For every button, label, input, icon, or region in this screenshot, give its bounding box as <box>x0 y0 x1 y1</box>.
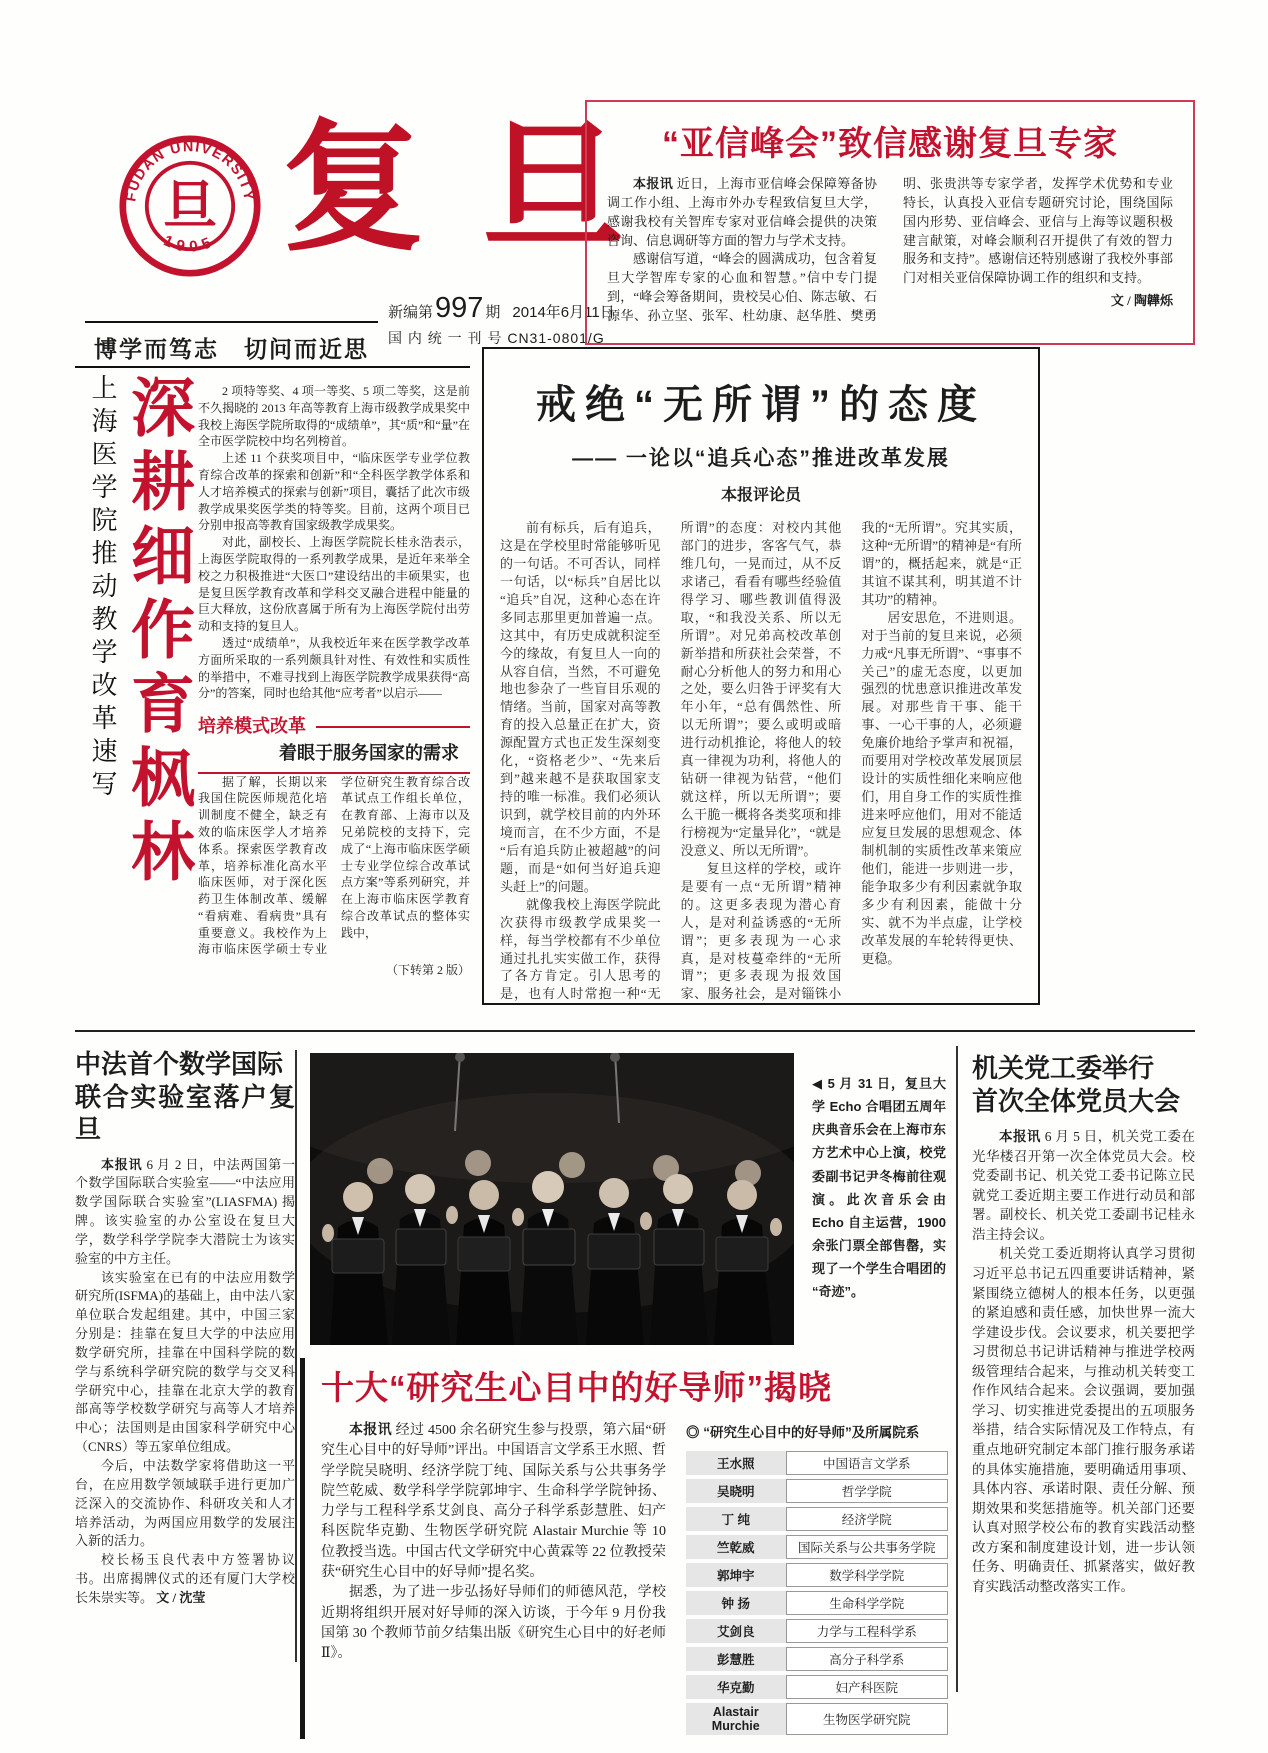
seal-glyph: 旦 <box>163 176 217 237</box>
article-party-committee <box>972 1052 1195 1597</box>
mentor-name: 华克勤 <box>686 1675 786 1699</box>
mentor-name: 竺乾威 <box>686 1535 786 1559</box>
article-medical-reform <box>198 383 470 979</box>
table-row <box>686 1647 948 1671</box>
continuation-note: （下转第 2 版） <box>385 963 470 978</box>
table-row <box>686 1507 948 1531</box>
issue-date: 2014年6月11日 <box>512 304 615 321</box>
photo-caption: ◀ 5 月 31 日，复旦大学 Echo 合唱团五周年庆典音乐会在上海市东方艺术中心上演，校党委副书记尹冬梅前往观演。此次音乐会由 Echo 自主运营，1900 余张门票全部售罄，实现了一个学生合唱团的“奇迹”。 <box>812 1076 946 1300</box>
section-divider <box>75 1030 1195 1032</box>
motto-top-rule <box>85 321 378 323</box>
vertical-divider <box>295 1050 297 1662</box>
paragraph: 机关党工委近期将认真学习贯彻习近平总书记五四重要讲话精神，紧紧围绕立德树人的根本任务，以更强的紧迫感和责任感，加快世界一流大学建设步伐。会议要求，机关要把学习贯彻总书记讲话精神与推进学校两级管理结合起来，与推动机关转变工作作风结合起来。会议强调，要加强学习、切实推进党委提出的五项服务举措，结合实际情况及工作特点，有重点地研究制定本部门推行服务承诺的具体实施措施，要明确适用事项、具体内容、承诺时限、责任分解、预期效果和奖惩措施等。机关部门还要认真对照学校公布的教育实践活动整改方案和制度建设计划，进一步认领任务、明确责任、抓紧落实，做好教育实践活动整改落实工作。 <box>972 1246 1195 1594</box>
paragraph: 该实验室在已有的中法应用数学研究所(ISFMA)的基础上，由中法八家单位联合发起组建。其中，中国三家分别是：挂靠在复旦大学的中法应用数学研究所，挂靠在中国科学院的数学与系统科学研究院的数学与交叉科学研究中心，挂靠在北京大学的教育部高等学校数学研究与高等人才培养中心；法国则是由国家科学研究中心（CNRS）等五家单位组成。 <box>75 1269 295 1455</box>
table-title: ◎ “研究生心目中的好导师”及所属院系 <box>686 1425 920 1440</box>
paragraph: 就像我校上海医学院此次获得市级教学成果奖一样，每当学校都有不少单位通过扎扎实实做工作，获得了各方肯定。引人思考的是，也有人时常抱一种“无所谓”的态度：对校内其他部门的进步，客客气气，恭维几句，一晃而过，从不反求诸己，看看有哪些经验值得学习、哪些教训值得汲取，“和我没关系、所以无所谓”。对兄弟高校改革创新举措和所获社会荣誉，不耐心分析他人的努力和用心之处，要么归咎于评奖有大年小年，“总有偶然性、所以无所谓”；要么或明或暗进行动机推论，将他人的较真一律视为功利，将他人的钻研一律视为钻营，“他们就这样，所以无所谓”；要么干脆一概将各类奖项和排行榜视为“定量异化”，“就是没意义、所以无所谓”。 <box>500 520 842 1002</box>
paragraph: 复旦这样的学校，或许是要有一点“无所谓”精神的。这更多表现为潜心育人，是对利益诱惑的“无所谓”；更多表现为一心求真，是对枝蔓牵绊的“无所谓”；更多表现为报效国家、服务社会，是对锱铢小我的“无所谓”。究其实质，这种“无所谓”的精神是“有所谓”的，概括起来，就是“正其谊不谋其利，明其道不计其功”的精神。 <box>680 520 1022 1002</box>
mentor-name: 吴晓明 <box>686 1479 786 1503</box>
paragraph: 居安思危，不进则退。对于当前的复旦来说，必须力戒“凡事无所谓”、“事事不关己”的虚无态度，以更加强烈的忧患意识推进改革发展。对那些肯干事、能干事、一心干事的人，必须避免廉价地给予掌声和祝福，而要用对学校改革发展顶层设计的实质性细化来响应他们，用自身工作的实质性推进来呼应他们，用对不能适应复旦发展的思想观念、体制机制的实质性改革来策应他们，能进一步则进一步，能争取多少有利因素就争取多少有利因素，能做十分实、就不为半点虚，让学校改革发展的车轮转得更快、更稳。 <box>861 609 1022 966</box>
paragraph: 2 项特等奖、4 项一等奖、5 项二等奖，这是前不久揭晓的 2013 年高等教育上海市级教学成果奖中我校上海医学院所取得的“成绩单”，其“质”和“量”在全市医学院校中均名列榜首。 <box>198 384 470 449</box>
paragraph: 感谢信写道，“峰会的圆满成功，包含着复旦大学智库专家的心血和智慧。”信中专门提到，“峰会筹备期间，贵校吴心伯、陈志敏、石源华、孙立坚、张军、杜幼康、赵华胜、樊勇明、张贵洪等专家学者，发挥学术优势和专业特长，认真投入亚信专题研究讨论，围绕国际国内形势、亚信峰会、亚信与上海等议题积极建言献策，对峰会顺利召开提供了有效的智力服务和支持”。感谢信还特别感谢了我校外事部门对相关亚信保障协调工作的组织和支持。 <box>607 176 1173 323</box>
article-byline: 文 / 陶韡烁 <box>1110 293 1173 309</box>
article-asia-summit <box>585 100 1195 345</box>
table-row <box>686 1591 948 1615</box>
paragraph: 本报讯 6 月 2 日，中法两国第一个数学国际联合实验室——“中法应用数学国际联合实验室”(LIASFMA) 揭牌。该实验室的办公室设在复旦大学，数学科学学院李大潜院士为该实验室的中方主任。 <box>75 1156 295 1266</box>
fudan-university-seal-icon <box>118 133 262 279</box>
issue-prefix: 新编第 <box>388 304 434 321</box>
article-body <box>321 1421 666 1739</box>
article-byline: 本报评论员 <box>720 487 801 504</box>
article-headline: 戒绝“无所谓”的态度 <box>536 383 986 427</box>
mentor-dept: 中国语言文学系 <box>786 1451 948 1475</box>
mentor-table <box>686 1447 948 1739</box>
mentor-dept: 经济学院 <box>786 1507 948 1531</box>
mentor-dept: 力学与工程科学系 <box>786 1619 948 1643</box>
section-label: 培养模式改革 <box>198 714 470 739</box>
vertical-headline: 深耕细作育枫林 <box>122 374 194 892</box>
mentor-name: 郭坤宇 <box>686 1563 786 1587</box>
paper-motto: 博学而笃志 切问而近思 <box>94 337 369 362</box>
mentor-dept: 数学科学学院 <box>786 1563 948 1587</box>
paper-title <box>282 110 624 268</box>
lead-label: 本报讯 <box>101 1156 143 1172</box>
article-headline: 中法首个数学国际 联合实验室落户复旦 <box>75 1049 295 1144</box>
lead-label: 本报讯 <box>633 176 674 191</box>
article-body <box>607 175 1173 326</box>
article-good-mentors <box>300 1358 948 1739</box>
vertical-divider <box>956 1046 958 1692</box>
paragraph: 据悉，为了进一步弘扬好导师们的师德风范，学校近期将组织开展对好导师的深入访谈，于今年 9 月份我国第 30 个教师节前夕结集出版《研究生心目中的好老师Ⅱ》。 <box>321 1585 666 1662</box>
table-row <box>686 1703 948 1735</box>
mentor-name: Alastair Murchie <box>686 1703 786 1735</box>
mentor-name: 艾剑良 <box>686 1619 786 1643</box>
article-subtitle: —— 一论以“追兵心态”推进改革发展 <box>572 447 950 470</box>
paragraph: 透过“成绩单”，从我校近年来在医学教学改革方面所采取的一系列颇具针对性、有效性和实质性的举措中，不难寻找到上海医学院教学成果获得“高分”的答案，同时也给其他“应考者”以启示—— <box>198 635 470 701</box>
mentor-dept: 妇产科医院 <box>786 1675 948 1699</box>
svg-text:FUDAN UNIVERSITY: FUDAN UNIVERSITY <box>123 139 257 203</box>
paragraph: 据了解，长期以来我国住院医师规范化培训制度不健全，缺乏有效的临床医学人才培养体系。探索医学教育改革，培养标准化高水平临床医师，对于深化医药卫生体制改革、缓解“看病难、看病贵”具有重要意义。我校作为上海市临床医学硕士专业学位研究生教育综合改革试点工作组长单位，在教育部、上海市以及兄弟院校的支持下，完成了“上海市临床医学硕士专业学位综合改革试点方案”等系列研究，并在上海市临床医学教育综合改革试点的整体实践中， <box>198 774 470 957</box>
mentor-dept: 哲学学院 <box>786 1479 948 1503</box>
paragraph: 上述 11 个获奖项目中，“临床医学专业学位教育综合改革的探索和创新”和“全科医学教学体系和人才培养模式的探索与创新”项目，囊括了此次市级教学成果奖医学类的特等奖。目前，这两个项目已分别申报高等教育国家级教学成果奖。 <box>198 451 470 533</box>
table-row <box>686 1563 948 1587</box>
issue-number: 997 <box>435 292 484 324</box>
paragraph: 校长杨玉良代表中方签署协议书。出席揭牌仪式的还有厦门大学校长朱崇实等。 文 / 沈莹 <box>75 1552 295 1605</box>
table-row <box>686 1675 948 1699</box>
serial-number: 国 内 统 一 刊 号 CN31-0801/G <box>388 330 605 346</box>
paragraph: 本报讯 近日，上海市亚信峰会保障筹备协调工作小组、上海市外办专程致信复旦大学，感谢我校有关智库专家对亚信峰会提供的决策咨询、信息调研等方面的智力与学术支持。 <box>607 176 877 248</box>
paper-title-char: 旦 <box>482 110 624 268</box>
table-row <box>686 1619 948 1643</box>
two-column-text <box>198 774 470 959</box>
section-subhead: 着眼于服务国家的需求 <box>198 741 470 773</box>
article-headline: 机关党工委举行 首次全体党员大会 <box>972 1053 1181 1116</box>
issue-suffix: 期 <box>485 304 501 321</box>
mentor-name: 彭慧胜 <box>686 1647 786 1671</box>
paragraph: 今后，中法数学家将借助这一平台，在应用数学领域联手进行更加广泛深入的交流协作、科研攻关和人才培养活动，为两国应用数学的发展注入新的活力。 <box>75 1458 295 1549</box>
mentor-name: 王水照 <box>686 1451 786 1475</box>
svg-text:1905: 1905 <box>160 232 220 256</box>
article-editorial <box>482 347 1040 1005</box>
vertical-kicker: 上海医学院推动教学改革速写 <box>88 374 117 803</box>
paragraph: 本报讯 经过 4500 余名研究生参与投票，第六届“研究生心目中的好导师”评出。中国语言文学系王水照、哲学学院吴晓明、经济学院丁纯、国际关系与公共事务学院竺乾威、数学科学学院郭坤宇、生命科学学院钟扬、力学与工程科学系艾剑良、高分子科学系彭慧胜、妇产科医院华克勤、生物医学研究院 Alastair Murchie 等 10 位教授当选。中国古代文学研究中心黄霖等 22 位教授荣获“研究生心目中的好导师”提名奖。 <box>321 1423 667 1581</box>
table-row <box>686 1451 948 1475</box>
paragraph: 本报讯 6 月 5 日，机关党工委在光华楼召开第一次全体党员大会。校党委副书记、机关党工委书记陈立民就党工委近期主要工作进行动员和部署。副校长、机关党工委副书记桂永浩主持会议。 <box>972 1129 1196 1242</box>
lead-label: 本报讯 <box>349 1423 392 1438</box>
paragraph: 对此，副校长、上海医学院院长桂永浩表示，上海医学院取得的一系列教学成果，是近年来举全校之力积极推进“大医口”建设结出的丰硕果实，也是复旦医学教育改革和学科交叉融合进程中能量的巨大释放，这份欣喜属于所有为上海医学院付出劳动和支持的复旦人。 <box>198 535 470 634</box>
article-headline: “亚信峰会”致信感谢复旦专家 <box>662 125 1118 163</box>
choir-photo-illustration <box>310 1053 794 1345</box>
table-row <box>686 1535 948 1559</box>
masthead-bottom-rule <box>75 366 470 368</box>
table-row <box>686 1479 948 1503</box>
paragraph: 前有标兵，后有追兵，这是在学校里时常能够听见的一句话。不可否认，同样一句话，以“标兵”自居比以“追兵”自况，这种心态在许多同志那里更加普遍一点。这其中，有历史成就积淀至今的缘故，有复旦人一向的从容自信，当然，不可避免地也参杂了一些盲目乐观的情绪。当前，国家对高等教育的投入总量正在扩大，资源配置方式也正发生深刻变化，“资格老少”、“先来后到”越来越不是获取国家支持的唯一标准。我们必须认识到，就学校目前的内外环境而言，在不少方面，不是“后有追兵防止被超越”的问题，而是“如何当好追兵迎头赶上”的问题。 <box>500 520 661 894</box>
article-body <box>500 519 1022 1003</box>
mentor-dept: 生命科学学院 <box>786 1591 948 1615</box>
mentor-name: 钟 扬 <box>686 1591 786 1615</box>
mentor-table-section <box>686 1421 948 1739</box>
paper-title-char: 复 <box>282 110 424 268</box>
article-math-lab <box>75 1048 295 1608</box>
mentor-dept: 高分子科学系 <box>786 1647 948 1671</box>
article-byline: 文 / 沈莹 <box>156 1589 206 1605</box>
photo-echo-choir <box>310 1053 794 1345</box>
mentor-dept: 国际关系与公共事务学院 <box>786 1535 948 1559</box>
lead-label: 本报讯 <box>999 1129 1041 1144</box>
mentor-name: 丁 纯 <box>686 1507 786 1531</box>
article-headline: 十大“研究生心目中的好导师”揭晓 <box>321 1369 832 1406</box>
mentor-dept: 生物医学研究院 <box>786 1703 948 1735</box>
